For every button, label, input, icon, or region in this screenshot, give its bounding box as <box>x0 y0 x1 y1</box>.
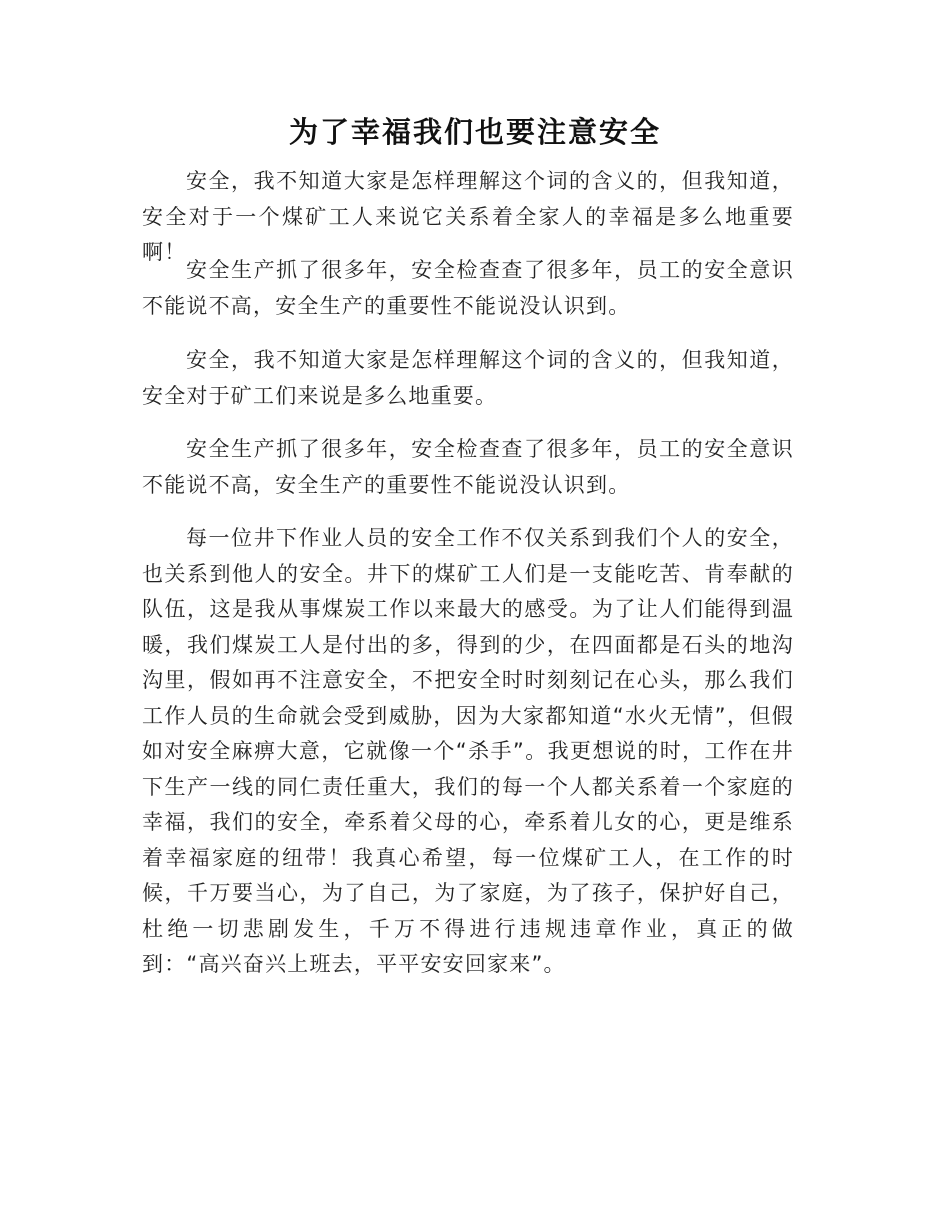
paragraph: 每一位井下作业人员的安全工作不仅关系到我们个人的安全，也关系到他人的安全。井下的煤矿工人们是一支能吃苦、肯奉献的队伍，这是我从事煤炭工作以来最大的感受。为了让人们能得到温暖，我们煤炭工人是付出的多，得到的少，在四面都是石头的地沟沟里，假如再不注意安全，不把安全时时刻刻记在心头，那么我们工作人员的生命就会受到威胁，因为大家都知道“水火无情”，但假如对安全麻痹大意，它就像一个“杀手”。我更想说的时，工作在井下生产一线的同仁责任重大，我们的每一个人都关系着一个家庭的幸福，我们的安全，牵系着父母的心，牵系着儿女的心，更是维系着幸福家庭的纽带！我真心希望，每一位煤矿工人，在工作的时候，千万要当心，为了自己，为了家庭，为了孩子，保护好自己，杜绝一切悲剧发生，千万不得进行违规违章作业，真正的做到：“高兴奋兴上班去，平平安安回家来”。 <box>142 526 794 976</box>
paragraph: 安全生产抓了很多年，安全检查查了很多年，员工的安全意识不能说不高，安全生产的重要性不能说没认识到。 <box>142 258 794 318</box>
paragraph: 安全生产抓了很多年，安全检查查了很多年，员工的安全意识不能说不高，安全生产的重要性不能说没认识到。 <box>142 437 794 497</box>
paragraph: 安全，我不知道大家是怎样理解这个词的含义的，但我知道，安全对于一个煤矿工人来说它关系着全家人的幸福是多么地重要啊！ <box>142 169 794 264</box>
paragraph: 安全，我不知道大家是怎样理解这个词的含义的，但我知道，安全对于矿工们来说是多么地重要。 <box>142 348 794 408</box>
document-title: 为了幸福我们也要注意安全 <box>288 115 661 149</box>
